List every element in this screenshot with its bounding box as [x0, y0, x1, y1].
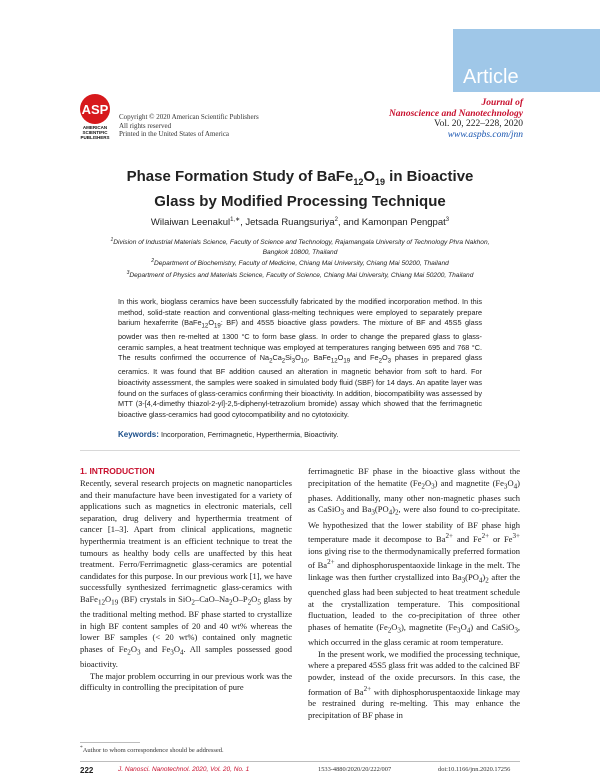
title-line-2: Glass by Modified Processing Technique	[154, 193, 446, 210]
issn: 1533-4880/2020/20/222/007	[318, 766, 392, 773]
keywords-list: Incorporation, Ferrimagnetic, Hyperthermia, Bioactivity.	[160, 430, 339, 439]
body-sub: 2	[485, 576, 489, 585]
body-text: O	[173, 644, 180, 654]
body-text: O	[105, 593, 112, 604]
abstract-text: and Fe	[350, 353, 379, 363]
abstract-sub: 12	[201, 322, 209, 330]
abstract-text: In this work, bioglass ceramics have been successfully fabricated by the modified incorporation method. In this method, solid-state reaction and conventional glass-melting techniques were employed to separately prepare barium hexaferrite (BaFe	[118, 297, 482, 328]
paper-title	[40, 167, 560, 212]
footnote	[80, 745, 224, 754]
abstract-sub: 19	[343, 357, 351, 365]
title-sub: 19	[375, 177, 386, 187]
footnote-text: Author to whom correspondence should be addressed.	[82, 747, 224, 755]
body-left-column	[80, 478, 292, 694]
body-text: with diphosphoruspentaoxide linkage may be restrained during re-melting. This may enhance the precipitation of BF phase in	[308, 686, 520, 720]
body-sub: 3	[503, 482, 508, 491]
author-list	[40, 216, 560, 228]
body-sub: 4	[478, 576, 483, 585]
body-text: In the present work, we modified the processing technique, where a prepared 45S5 glass frit was added to the calcined BF powder, instead of the oxide precursors. In this case, the formation of Ba	[308, 648, 520, 697]
author-sup: 3	[445, 217, 450, 223]
body-text: or Fe	[489, 534, 513, 545]
footnote-divider	[80, 742, 140, 743]
logo-sub-2: SCIENTIFIC	[82, 130, 108, 135]
paragraph	[308, 466, 520, 649]
body-sub: 3	[431, 482, 435, 491]
body-text: after the quenched glass had been subjected to heat treatment schedule at the crystallization temperature. This compositional fluctuation, leaded to the co-precipitation of three other phases of hematite (Fe	[308, 571, 521, 632]
body-text: ) phases. Additionally, many other non-magnetic phases such as CaSiO	[308, 477, 520, 515]
body-sub: 2	[228, 598, 233, 607]
logo-sub-1: AMERICAN	[82, 125, 108, 130]
affiliation-num: 2	[151, 258, 154, 265]
body-text: ferrimagnetic BF phase in the bioactive glass without the precipitation of the hematite (Fe	[308, 466, 520, 488]
body-text: (BF) crystals in SiO	[118, 593, 192, 604]
author-name: , and Kamonpan Pengpat	[338, 217, 446, 229]
author-name: Wilaiwan Leenakul	[150, 217, 231, 229]
title-part: O	[363, 168, 375, 185]
affiliation-3	[82, 269, 518, 281]
section-heading: 1. INTRODUCTION	[80, 466, 155, 476]
publisher-logo	[76, 93, 114, 143]
author-sup: 1,∗	[230, 217, 241, 223]
body-text: O	[130, 644, 137, 654]
footer-divider	[80, 761, 520, 762]
logo-sub-3: PUBLISHERS	[80, 135, 110, 140]
abstract-text: O	[295, 353, 301, 363]
abstract-sub: 2	[281, 357, 286, 365]
title-part: Phase Formation Study of BaFe	[126, 168, 354, 185]
body-text: O	[460, 621, 467, 632]
body-text: and Fe	[453, 534, 482, 545]
body-text: . All samples possessed good bioactivity.	[80, 644, 292, 670]
body-sub: 4	[466, 626, 471, 635]
body-sup: 2+	[363, 684, 372, 693]
keywords-label: Keywords:	[118, 430, 159, 439]
body-sub: 3	[371, 509, 375, 518]
abstract-sub: 3	[291, 357, 296, 365]
body-text: O–P	[232, 593, 248, 604]
body-text: )	[482, 571, 486, 582]
author-sup: 2	[334, 217, 338, 223]
journal-reference: J. Nanosci. Nanotechnol. 2020, Vol. 20, No. 1	[118, 766, 250, 773]
copyright-line: Copyright © 2020 American Scientific Publishers	[119, 113, 259, 121]
body-sub: 2	[247, 598, 252, 607]
abstract-text: O	[337, 353, 344, 363]
body-sub: 3	[170, 648, 174, 657]
author-name: , Jetsada Ruangsuriya	[240, 217, 335, 229]
abstract-sub: 12	[330, 357, 338, 365]
body-sub: 3	[397, 626, 401, 635]
abstract-sub: 10	[300, 357, 308, 365]
journal-name-2: Nanoscience and Nanotechnology	[388, 108, 523, 119]
body-text: and Fe	[140, 644, 171, 654]
body-sub: 12	[97, 598, 106, 607]
keywords	[118, 430, 482, 439]
affiliation-num: 1	[110, 237, 114, 243]
body-sub: 5	[257, 598, 261, 607]
page-number: 222	[80, 766, 94, 775]
title-sub: 12	[353, 177, 364, 187]
body-text: (PO	[374, 504, 389, 515]
abstract-text: O	[381, 353, 388, 363]
body-sub: 3	[461, 576, 466, 585]
divider	[80, 450, 520, 451]
body-text: , which occurred in the glass ceramic at room temperature.	[308, 621, 520, 648]
body-text: O	[391, 621, 398, 632]
affiliation-1	[82, 236, 518, 248]
journal-name-1: Journal of	[481, 98, 523, 108]
paragraph	[80, 478, 292, 671]
footnote-mark: *	[80, 745, 83, 751]
body-sup: 2+	[481, 532, 490, 541]
body-text: –CaO–Na	[194, 593, 229, 604]
article-type-tab	[453, 29, 600, 92]
paragraph: The major problem occurring in our previous work was the difficulty in controlling the precipitation of pure	[80, 670, 292, 693]
body-sup: 2+	[445, 532, 453, 541]
body-text: )	[392, 504, 395, 515]
abstract-text: Ca	[272, 353, 282, 363]
body-sup: 2+	[327, 558, 335, 567]
affiliation-text: Department of Physics and Materials Science, Faculty of Science, Chiang Mai University, Chiang Mai 50200, Thailand	[129, 272, 474, 280]
paragraph	[308, 649, 520, 721]
abstract-text: , BaFe	[307, 353, 331, 363]
abstract	[118, 297, 482, 420]
body-sub: 3	[340, 509, 345, 518]
body-text: and Ba	[344, 504, 372, 515]
body-sub: 2	[127, 648, 131, 657]
body-sub: 19	[111, 598, 119, 607]
body-sub: 2	[421, 482, 425, 491]
body-sub: 2	[191, 598, 195, 607]
body-text: ions giving rise to the thermodynamically preferred formation of Ba	[308, 545, 520, 571]
abstract-text: phases in prepared glass ceramics. It was found that BF addition caused an alteration in magnetic behavior from soft to hard. For bioactivity assessment, the samples were soaked in simulated body fluid (SBF) for 14 days. An apatite layer was found on the surfaces of glass-ceramics confirming their bioactivity. In addition, biocompatibility was assessed by MTT (3-[4,4-dimethy thiazol-2-yl]-2,5-diphenyl-tetrazolium bromide) assay which showed that the ferrimagnetic bioactive glass-ceramics had good cytocompatibility and no cytotoxicity.	[118, 353, 483, 419]
affiliation-text: Department of Biochemistry, Faculty of Medicine, Chiang Mai University, Chiang Mai 50200, Thailand	[154, 260, 449, 268]
affiliation-2	[82, 257, 518, 269]
body-sub: 2	[394, 509, 399, 518]
logo-text: ASP	[81, 102, 109, 117]
body-text: O	[424, 477, 432, 488]
title-part: in Bioactive	[385, 168, 474, 185]
journal-info	[389, 98, 523, 140]
body-text: , were also found to co-precipitate. We hypothesized that the lower stability of BF phase high temperature made it decompose to Ba	[308, 504, 521, 545]
body-text: and diphosphoruspentaoxide linkage in the melt. The linkage was then further crystallized into Ba	[308, 560, 520, 582]
abstract-sub: 3	[387, 357, 392, 365]
rights-line: All rights reserved	[119, 121, 172, 130]
affiliation-num: 3	[126, 270, 130, 277]
body-sub: 4	[513, 482, 518, 491]
body-text: ) and magnetite (Fe	[434, 477, 504, 488]
doi-link[interactable]: doi:10.1166/jnn.2020.17256	[438, 766, 511, 773]
article-type-label: Article	[463, 66, 519, 88]
affiliation-1b: Bangkok 10800, Thailand	[262, 248, 338, 256]
body-text: ), magnetite (Fe	[400, 621, 458, 632]
body-sub: 3	[457, 626, 461, 635]
abstract-sub: 2	[378, 357, 382, 365]
body-sub: 3	[136, 648, 141, 657]
body-text: glass by the traditional melting method. BF phase started to crystallize in high BF content samples of 20 and 40 wt% whereas the lower BF samples (< 20 wt%) contained only magnetic phases of Fe	[80, 593, 292, 654]
affiliation-text: Division of Industrial Materials Science, Faculty of Science and Technology, Rajamangala University of Technology Phra Nakhon,	[113, 239, 490, 247]
body-text: ) and CaSiO	[470, 621, 515, 632]
body-text: O	[251, 593, 258, 604]
abstract-text: O	[208, 318, 214, 328]
affiliations	[82, 236, 518, 281]
body-text: (PO	[465, 571, 479, 582]
body-sup: 3+	[512, 532, 520, 541]
body-sub: 4	[388, 509, 393, 518]
abstract-text: : BF) and 45S5 bioactive glass powders. The mixture of BF and 45S5 glass powder was then re-melted at 1300 °C to form base glass. In order to change the prepared glass to glass-ceramic samples, a heat treatment technique was employed at temperatures ranging between 695 and 768 °C. The results confirmed the occurrence of Na	[118, 318, 482, 363]
body-sub: 2	[387, 626, 392, 635]
body-sub: 3	[514, 626, 518, 635]
copyright-block	[119, 113, 259, 139]
abstract-sub: 19	[214, 322, 221, 330]
body-right-column	[308, 466, 520, 721]
journal-url-link[interactable]: www.aspbs.com/jnn	[447, 129, 523, 140]
journal-volume: Vol. 20, 222–228, 2020	[433, 119, 523, 129]
printed-line: Printed in the United States of America	[119, 130, 230, 139]
body-sub: 4	[179, 648, 184, 657]
body-text: O	[507, 477, 514, 488]
abstract-sub: 2	[269, 357, 273, 365]
body-text: Recently, several research projects on magnetic nanoparticles and their manufacture have been investigated for a variety of applications such as magnetics in electronic materials, cell separation, drug delivery and hyperthermia treatment of cancer [1–3]. Apart from clinical applications, magnetic hyperthermia treatment is an efficient technique to treat the tumours as healthy body cells are unaffected by this heat treatment. Ferro/Ferrimagnetic glass-ceramics are potential candidates for this purpose. In our previous work [1], we have successfully synthesized ferrimagnetic glass-ceramics with BaFe	[80, 478, 292, 604]
abstract-text: Si	[285, 353, 292, 363]
